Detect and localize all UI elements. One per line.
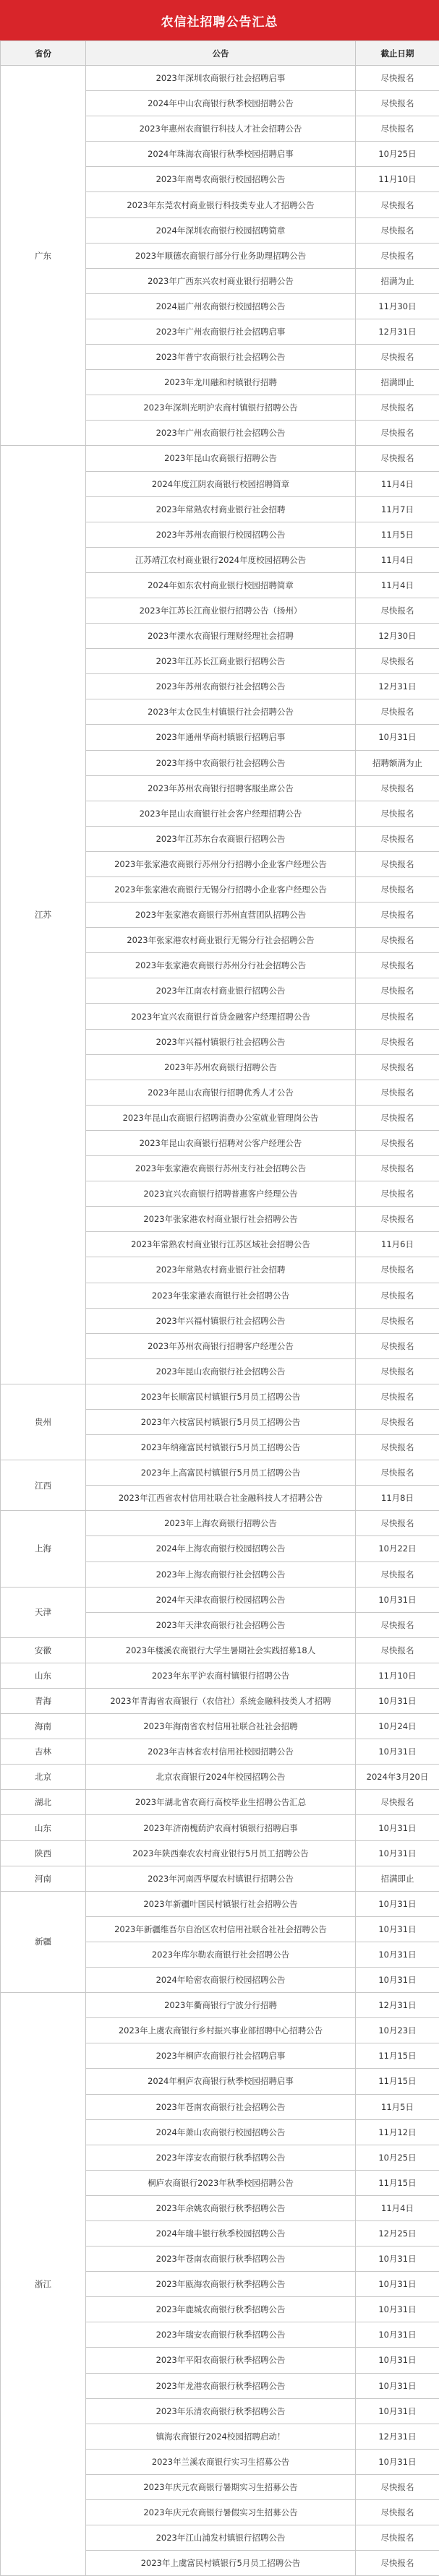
deadline-cell: 10月31日: [356, 2348, 439, 2373]
notice-link[interactable]: 2023年苏州农商银行招聘公告: [86, 1054, 356, 1080]
notice-link[interactable]: 2023年桐庐农商银行社会招聘启事: [86, 2043, 356, 2069]
deadline-cell: 尽快报名: [356, 116, 439, 142]
table-row: [1, 1891, 439, 1916]
deadline-cell: 11月10日: [356, 167, 439, 192]
notice-link[interactable]: 2023年庆元农商银行暑假实习生招募公告: [86, 2500, 356, 2525]
deadline-cell: 尽快报名: [356, 1511, 439, 1536]
deadline-cell: 11月6日: [356, 1232, 439, 1257]
notice-link[interactable]: 2023年张家港农商银行苏州分行社会招聘公告: [86, 953, 356, 978]
table-row: [1, 1790, 439, 1815]
notice-link[interactable]: 2024届广州农商银行校园招聘公告: [86, 293, 356, 319]
notice-link[interactable]: 2024年瑞丰银行秋季校园招聘公告: [86, 2220, 356, 2246]
deadline-cell: 10月31日: [356, 1739, 439, 1765]
notice-link[interactable]: 2023年广西东兴农村商业银行招聘公告: [86, 268, 356, 293]
deadline-cell: 10月31日: [356, 1916, 439, 1942]
deadline-cell: 尽快报名: [356, 1384, 439, 1409]
notice-link[interactable]: 2023年昆山农商银行招聘优秀人才公告: [86, 1080, 356, 1105]
notice-link[interactable]: 2023年苍南农商银行社会招聘公告: [86, 2094, 356, 2119]
notice-link[interactable]: 2023年余姚农商银行秋季招聘公告: [86, 2195, 356, 2220]
notice-link[interactable]: 2023年苏州农商银行社会招聘公告: [86, 674, 356, 699]
deadline-cell: 尽快报名: [356, 649, 439, 674]
province-cell: 上海: [1, 1511, 86, 1587]
province-cell: 江西: [1, 1460, 86, 1511]
notice-link[interactable]: 2023年兰溪农商银行实习生招募公告: [86, 2449, 356, 2474]
notice-link[interactable]: 2023年太仓民生村镇银行社会招聘公告: [86, 699, 356, 725]
deadline-cell: 10月31日: [356, 1891, 439, 1916]
notice-link[interactable]: 2023年张家港农商银行苏州分行招聘小企业客户经理公告: [86, 851, 356, 876]
notice-link[interactable]: 2023年平阳农商银行秋季招聘公告: [86, 2348, 356, 2373]
notice-link[interactable]: 镇海农商银行2024校园招聘启动！: [86, 2424, 356, 2449]
deadline-cell: 10月31日: [356, 2449, 439, 2474]
deadline-cell: 尽快报名: [356, 1460, 439, 1486]
deadline-cell: 尽快报名: [356, 243, 439, 268]
deadline-cell: 尽快报名: [356, 91, 439, 116]
notice-link[interactable]: 2023年龙川融和村镇银行招聘: [86, 370, 356, 395]
notice-link[interactable]: 2023年长顺富民村镇银行5月员工招聘公告: [86, 1384, 356, 1409]
deadline-cell: 10月31日: [356, 1689, 439, 1714]
notice-link[interactable]: 2024年桐庐农商银行秋季校园招聘启事: [86, 2069, 356, 2094]
notice-link[interactable]: 江苏靖江农村商业银行2024年度校园招聘公告: [86, 547, 356, 572]
notice-link[interactable]: 2023年苏州农商银行招聘客户经理公告: [86, 1333, 356, 1358]
deadline-cell: 11月4日: [356, 2195, 439, 2220]
notice-link[interactable]: 2023年江苏长江商业银行招聘公告（扬州）: [86, 598, 356, 623]
deadline-cell: 尽快报名: [356, 877, 439, 903]
deadline-cell: 尽快报名: [356, 801, 439, 826]
notice-link[interactable]: 2023年广州农商银行社会招聘公告: [86, 421, 356, 446]
notice-link[interactable]: 2023年陕西秦农农村商业银行5月员工招聘公告: [86, 1840, 356, 1866]
notice-link[interactable]: 2023年溧水农商银行理财经理社会招聘: [86, 624, 356, 649]
deadline-cell: 11月12日: [356, 2119, 439, 2145]
deadline-cell: 10月25日: [356, 142, 439, 167]
deadline-cell: 尽快报名: [356, 2474, 439, 2499]
notice-link[interactable]: 2024年哈密农商银行校园招聘公告: [86, 1968, 356, 1993]
province-cell: 山东: [1, 1815, 86, 1840]
deadline-cell: 尽快报名: [356, 2551, 439, 2576]
deadline-cell: 2024年3月20日: [356, 1765, 439, 1790]
notice-link[interactable]: 2023年深圳农商银行社会招聘启事: [86, 66, 356, 91]
notice-link[interactable]: 2023年通州华商村镇银行招聘启事: [86, 725, 356, 750]
notice-link[interactable]: 2023年宜兴农商银行首贷金融客户经理招聘公告: [86, 1004, 356, 1029]
deadline-cell: 尽快报名: [356, 446, 439, 471]
notice-link[interactable]: 2024年度江阴农商银行校园招聘简章: [86, 471, 356, 496]
notice-link[interactable]: 2023年天津农商银行社会招聘公告: [86, 1612, 356, 1637]
notice-link[interactable]: 2023年上海农商银行社会招聘公告: [86, 1561, 356, 1587]
province-cell: 新疆: [1, 1891, 86, 1992]
notice-link[interactable]: 2024年中山农商银行秋季校园招聘公告: [86, 91, 356, 116]
deadline-cell: 尽快报名: [356, 1409, 439, 1434]
deadline-cell: 尽快报名: [356, 1054, 439, 1080]
table-body: [1, 66, 439, 2576]
province-cell: 北京: [1, 1765, 86, 1790]
deadline-cell: 尽快报名: [356, 1156, 439, 1181]
table-row: [1, 1511, 439, 1536]
notice-link[interactable]: 2023年龙港农商银行秋季招聘公告: [86, 2373, 356, 2398]
province-cell: 江苏: [1, 446, 86, 1384]
notice-link[interactable]: 2023年海南省农村信用社联合社社会招聘: [86, 1714, 356, 1739]
notice-link[interactable]: 2023年普宁农商银行社会招聘公告: [86, 345, 356, 370]
notice-link[interactable]: 2024年天津农商银行校园招聘公告: [86, 1587, 356, 1612]
notice-link[interactable]: 2023年南粤农商银行校园招聘公告: [86, 167, 356, 192]
deadline-cell: 招满即止: [356, 370, 439, 395]
province-cell: 湖北: [1, 1790, 86, 1815]
notice-link[interactable]: 2023年江南农村商业银行招聘公告: [86, 978, 356, 1004]
province-cell: 广东: [1, 66, 86, 446]
deadline-cell: 11月4日: [356, 547, 439, 572]
deadline-cell: 尽快报名: [356, 1207, 439, 1232]
deadline-cell: 11月15日: [356, 2069, 439, 2094]
table-row: [1, 1765, 439, 1790]
table-row: [1, 1714, 439, 1739]
notice-link[interactable]: 2023年张家港农商银行苏州支行社会招聘公告: [86, 1156, 356, 1181]
notice-link[interactable]: 2023年张家港农商银行社会招聘公告: [86, 1283, 356, 1308]
notice-link[interactable]: 2023年江西省农村信用社联合社金融科技人才招聘公告: [86, 1486, 356, 1511]
deadline-cell: 10月22日: [356, 1536, 439, 1561]
deadline-cell: 10月31日: [356, 1968, 439, 1993]
deadline-cell: 12月31日: [356, 674, 439, 699]
notice-link[interactable]: 2024年深圳农商银行校园招聘简章: [86, 217, 356, 243]
deadline-cell: 招聘额满为止: [356, 750, 439, 775]
notice-link[interactable]: 2024年萧山农商银行校园招聘公告: [86, 2119, 356, 2145]
table-row: [1, 1840, 439, 1866]
deadline-cell: 11月5日: [356, 522, 439, 547]
deadline-cell: 11月7日: [356, 496, 439, 522]
deadline-cell: 尽快报名: [356, 1561, 439, 1587]
notice-link[interactable]: 2023年鹿城农商银行秋季招聘公告: [86, 2297, 356, 2322]
deadline-cell: 10月31日: [356, 2398, 439, 2424]
deadline-cell: 10月31日: [356, 2272, 439, 2297]
deadline-cell: 尽快报名: [356, 1308, 439, 1333]
deadline-cell: 10月31日: [356, 2322, 439, 2348]
notice-link[interactable]: 2023年新疆叶国民村镇银行社会招聘公告: [86, 1891, 356, 1916]
table-row: [1, 1663, 439, 1688]
notice-link[interactable]: 2023年新疆维吾尔自治区农村信用社联合社社会招聘公告: [86, 1916, 356, 1942]
deadline-cell: 尽快报名: [356, 1004, 439, 1029]
table-row: [1, 1739, 439, 1765]
notice-link[interactable]: 2023年河南西华厦农村镇银行招聘公告: [86, 1866, 356, 1891]
deadline-cell: 11月4日: [356, 572, 439, 598]
deadline-cell: 尽快报名: [356, 66, 439, 91]
deadline-cell: 12月31日: [356, 1993, 439, 2018]
province-cell: 河南: [1, 1866, 86, 1891]
notice-link[interactable]: 2023年张家港农商银行无锡分行招聘小企业客户经理公告: [86, 877, 356, 903]
deadline-cell: 10月31日: [356, 2297, 439, 2322]
notice-link[interactable]: 2023年昆山农商银行社会招聘公告: [86, 1358, 356, 1384]
notice-link[interactable]: 2023年湖北省农商行高校毕业生招聘公告汇总: [86, 1790, 356, 1815]
notice-link[interactable]: 2023年庆元农商银行暑期实习生招募公告: [86, 2474, 356, 2499]
notice-link[interactable]: 2023年昆山农商银行招聘对公客户经理公告: [86, 1130, 356, 1155]
notice-link[interactable]: 2023年张家港农村商业银行无锡分行社会招聘公告: [86, 928, 356, 953]
deadline-cell: 尽快报名: [356, 1181, 439, 1207]
notice-link[interactable]: 2023年常熟农村商业银行社会招聘: [86, 496, 356, 522]
deadline-cell: 11月4日: [356, 471, 439, 496]
notice-link[interactable]: 2024年珠海农商银行秋季校园招聘启事: [86, 142, 356, 167]
deadline-cell: 尽快报名: [356, 1637, 439, 1663]
deadline-cell: 尽快报名: [356, 1257, 439, 1283]
notice-link[interactable]: 2023年江苏东台农商银行招聘公告: [86, 826, 356, 851]
deadline-cell: 尽快报名: [356, 1333, 439, 1358]
deadline-cell: 尽快报名: [356, 345, 439, 370]
header-deadline: 截止日期: [356, 41, 439, 66]
notice-link[interactable]: 2023年济南槐荫沪农商村镇银行招聘启事: [86, 1815, 356, 1840]
table-row: [1, 1993, 439, 2018]
deadline-cell: 12月31日: [356, 2424, 439, 2449]
province-cell: 吉林: [1, 1739, 86, 1765]
notice-link[interactable]: 2023年深圳光明沪农商村镇银行招聘公告: [86, 395, 356, 421]
deadline-cell: 尽快报名: [356, 1105, 439, 1130]
notice-link[interactable]: 2023年昆山农商银行社会客户经理招聘公告: [86, 801, 356, 826]
deadline-cell: 尽快报名: [356, 598, 439, 623]
notice-link[interactable]: 2023年楼溪农商银行大学生暑期社会实践招募18人: [86, 1637, 356, 1663]
deadline-cell: 尽快报名: [356, 1283, 439, 1308]
deadline-cell: 12月31日: [356, 319, 439, 344]
deadline-cell: 11月15日: [356, 2043, 439, 2069]
notice-link[interactable]: 2023年衢商银行宁波分行招聘: [86, 1993, 356, 2018]
notice-link[interactable]: 2024年如东农村商业银行校园招聘简章: [86, 572, 356, 598]
notice-link[interactable]: 2023年纳雍富民村镇银行5月员工招聘公告: [86, 1435, 356, 1460]
notice-link[interactable]: 2023年江苏长江商业银行招聘公告: [86, 649, 356, 674]
deadline-cell: 尽快报名: [356, 903, 439, 928]
notice-link[interactable]: 2023年常熟农村商业银行社会招聘: [86, 1257, 356, 1283]
deadline-cell: 10月31日: [356, 1815, 439, 1840]
deadline-cell: 尽快报名: [356, 826, 439, 851]
notice-link[interactable]: 2023年吉林省农村信用社校园招聘公告: [86, 1739, 356, 1765]
notice-link[interactable]: 2023年瓯海农商银行秋季招聘公告: [86, 2272, 356, 2297]
deadline-cell: 尽快报名: [356, 1130, 439, 1155]
notice-link[interactable]: 桐庐农商银行2023年秋季校园招聘公告: [86, 2170, 356, 2195]
deadline-cell: 10月31日: [356, 1840, 439, 1866]
deadline-cell: 尽快报名: [356, 2500, 439, 2525]
notice-link[interactable]: 2023年上虞农商银行乡村振兴事业部招聘中心招聘公告: [86, 2018, 356, 2043]
notice-link[interactable]: 2023年顺德农商银行部分行业务助理招聘公告: [86, 243, 356, 268]
notice-link[interactable]: 2023年张家港农商银行苏州直营团队招聘公告: [86, 903, 356, 928]
deadline-cell: 尽快报名: [356, 217, 439, 243]
table-row: [1, 1587, 439, 1612]
deadline-cell: 10月31日: [356, 1942, 439, 1967]
deadline-cell: 10月24日: [356, 1714, 439, 1739]
notice-link[interactable]: 2023年淳安农商银行秋季招聘公告: [86, 2145, 356, 2170]
table-row: [1, 1384, 439, 1409]
notice-link[interactable]: 2023年库尔勒农商银行社会招聘公告: [86, 1942, 356, 1967]
deadline-cell: 11月5日: [356, 2094, 439, 2119]
deadline-cell: 尽快报名: [356, 1790, 439, 1815]
header-row: [1, 41, 439, 66]
notice-link[interactable]: 2023年张家港农村商业银行社会招聘公告: [86, 1207, 356, 1232]
notice-link[interactable]: 2023年昆山农商银行招聘公告: [86, 446, 356, 471]
notice-link[interactable]: 2023年惠州农商银行科技人才社会招聘公告: [86, 116, 356, 142]
deadline-cell: 尽快报名: [356, 192, 439, 217]
page-title: 农信社招聘公告汇总: [0, 0, 439, 40]
province-cell: 山东: [1, 1663, 86, 1688]
deadline-cell: 尽快报名: [356, 421, 439, 446]
deadline-cell: 10月31日: [356, 2373, 439, 2398]
province-cell: 陕西: [1, 1840, 86, 1866]
deadline-cell: 尽快报名: [356, 2525, 439, 2551]
notice-link[interactable]: 2023年兴福村镇银行社会招聘公告: [86, 1029, 356, 1054]
notice-link[interactable]: 2023年江山浦发村镇银行招聘公告: [86, 2525, 356, 2551]
deadline-cell: 10月23日: [356, 2018, 439, 2043]
deadline-cell: 尽快报名: [356, 1612, 439, 1637]
header-notice: 公告: [86, 41, 356, 66]
notice-link[interactable]: 2023年青海省农商银行（农信社）系统金融科技类人才招聘: [86, 1689, 356, 1714]
deadline-cell: 12月30日: [356, 624, 439, 649]
deadline-cell: 招满为止: [356, 268, 439, 293]
deadline-cell: 尽快报名: [356, 1358, 439, 1384]
deadline-cell: 尽快报名: [356, 1029, 439, 1054]
notice-link[interactable]: 2023年苏州农商银行招聘客服坐席公告: [86, 775, 356, 801]
province-cell: 海南: [1, 1714, 86, 1739]
notice-link[interactable]: 2023年苍南农商银行秋季招聘公告: [86, 2247, 356, 2272]
province-cell: 天津: [1, 1587, 86, 1637]
deadline-cell: 尽快报名: [356, 699, 439, 725]
notice-link[interactable]: 2023年昆山农商银行招聘消费办公室就业管理岗公告: [86, 1105, 356, 1130]
notice-link[interactable]: 2023宜兴农商银行招聘普惠客户经理公告: [86, 1181, 356, 1207]
deadline-cell: 尽快报名: [356, 395, 439, 421]
deadline-cell: 12月25日: [356, 2220, 439, 2246]
province-cell: 浙江: [1, 1993, 86, 2576]
header-province: 省份: [1, 41, 86, 66]
deadline-cell: 11月8日: [356, 1486, 439, 1511]
table-row: [1, 1689, 439, 1714]
deadline-cell: 尽快报名: [356, 953, 439, 978]
notice-link[interactable]: 2023年常熟农村商业银行江苏区域社会招聘公告: [86, 1232, 356, 1257]
deadline-cell: 11月15日: [356, 2170, 439, 2195]
deadline-cell: 尽快报名: [356, 928, 439, 953]
table-row: [1, 1815, 439, 1840]
province-cell: 贵州: [1, 1384, 86, 1460]
deadline-cell: 10月31日: [356, 1587, 439, 1612]
notice-link[interactable]: 2023年上高富民村镇银行5月员工招聘公告: [86, 1460, 356, 1486]
notice-link[interactable]: 2023年兴福村镇银行社会招聘公告: [86, 1308, 356, 1333]
notice-link[interactable]: 2023年东莞农村商业银行科技类专业人才招聘公告: [86, 192, 356, 217]
recruitment-table: [0, 40, 439, 2576]
deadline-cell: 尽快报名: [356, 978, 439, 1004]
notice-link[interactable]: 2023年上虞富民村镇银行5月员工招聘公告: [86, 2551, 356, 2576]
deadline-cell: 尽快报名: [356, 775, 439, 801]
deadline-cell: 尽快报名: [356, 1435, 439, 1460]
deadline-cell: 尽快报名: [356, 1080, 439, 1105]
deadline-cell: 10月25日: [356, 2145, 439, 2170]
notice-link[interactable]: 2023年广州农商银行社会招聘启事: [86, 319, 356, 344]
notice-link[interactable]: 2023年东平沪农商村镇银行招聘公告: [86, 1663, 356, 1688]
province-cell: 青海: [1, 1689, 86, 1714]
table-row: [1, 1460, 439, 1486]
notice-link[interactable]: 2023年瑞安农商银行秋季招聘公告: [86, 2322, 356, 2348]
deadline-cell: 尽快报名: [356, 851, 439, 876]
notice-link[interactable]: 北京农商银行2024年校园招聘公告: [86, 1765, 356, 1790]
deadline-cell: 10月31日: [356, 725, 439, 750]
table-row: [1, 1637, 439, 1663]
deadline-cell: 10月31日: [356, 2247, 439, 2272]
notice-link[interactable]: 2023年苏州农商银行校园招聘公告: [86, 522, 356, 547]
deadline-cell: 招满即止: [356, 1866, 439, 1891]
table-row: [1, 446, 439, 471]
notice-link[interactable]: 2023年六枝富民村镇银行5月员工招聘公告: [86, 1409, 356, 1434]
table-row: [1, 1866, 439, 1891]
notice-link[interactable]: 2024年上海农商银行校园招聘公告: [86, 1536, 356, 1561]
notice-link[interactable]: 2023年乐清农商银行秋季招聘公告: [86, 2398, 356, 2424]
province-cell: 安徽: [1, 1637, 86, 1663]
table-row: [1, 66, 439, 91]
notice-link[interactable]: 2023年扬中农商银行社会招聘公告: [86, 750, 356, 775]
deadline-cell: 11月30日: [356, 293, 439, 319]
deadline-cell: 11月10日: [356, 1663, 439, 1688]
notice-link[interactable]: 2023年上海农商银行招聘公告: [86, 1511, 356, 1536]
